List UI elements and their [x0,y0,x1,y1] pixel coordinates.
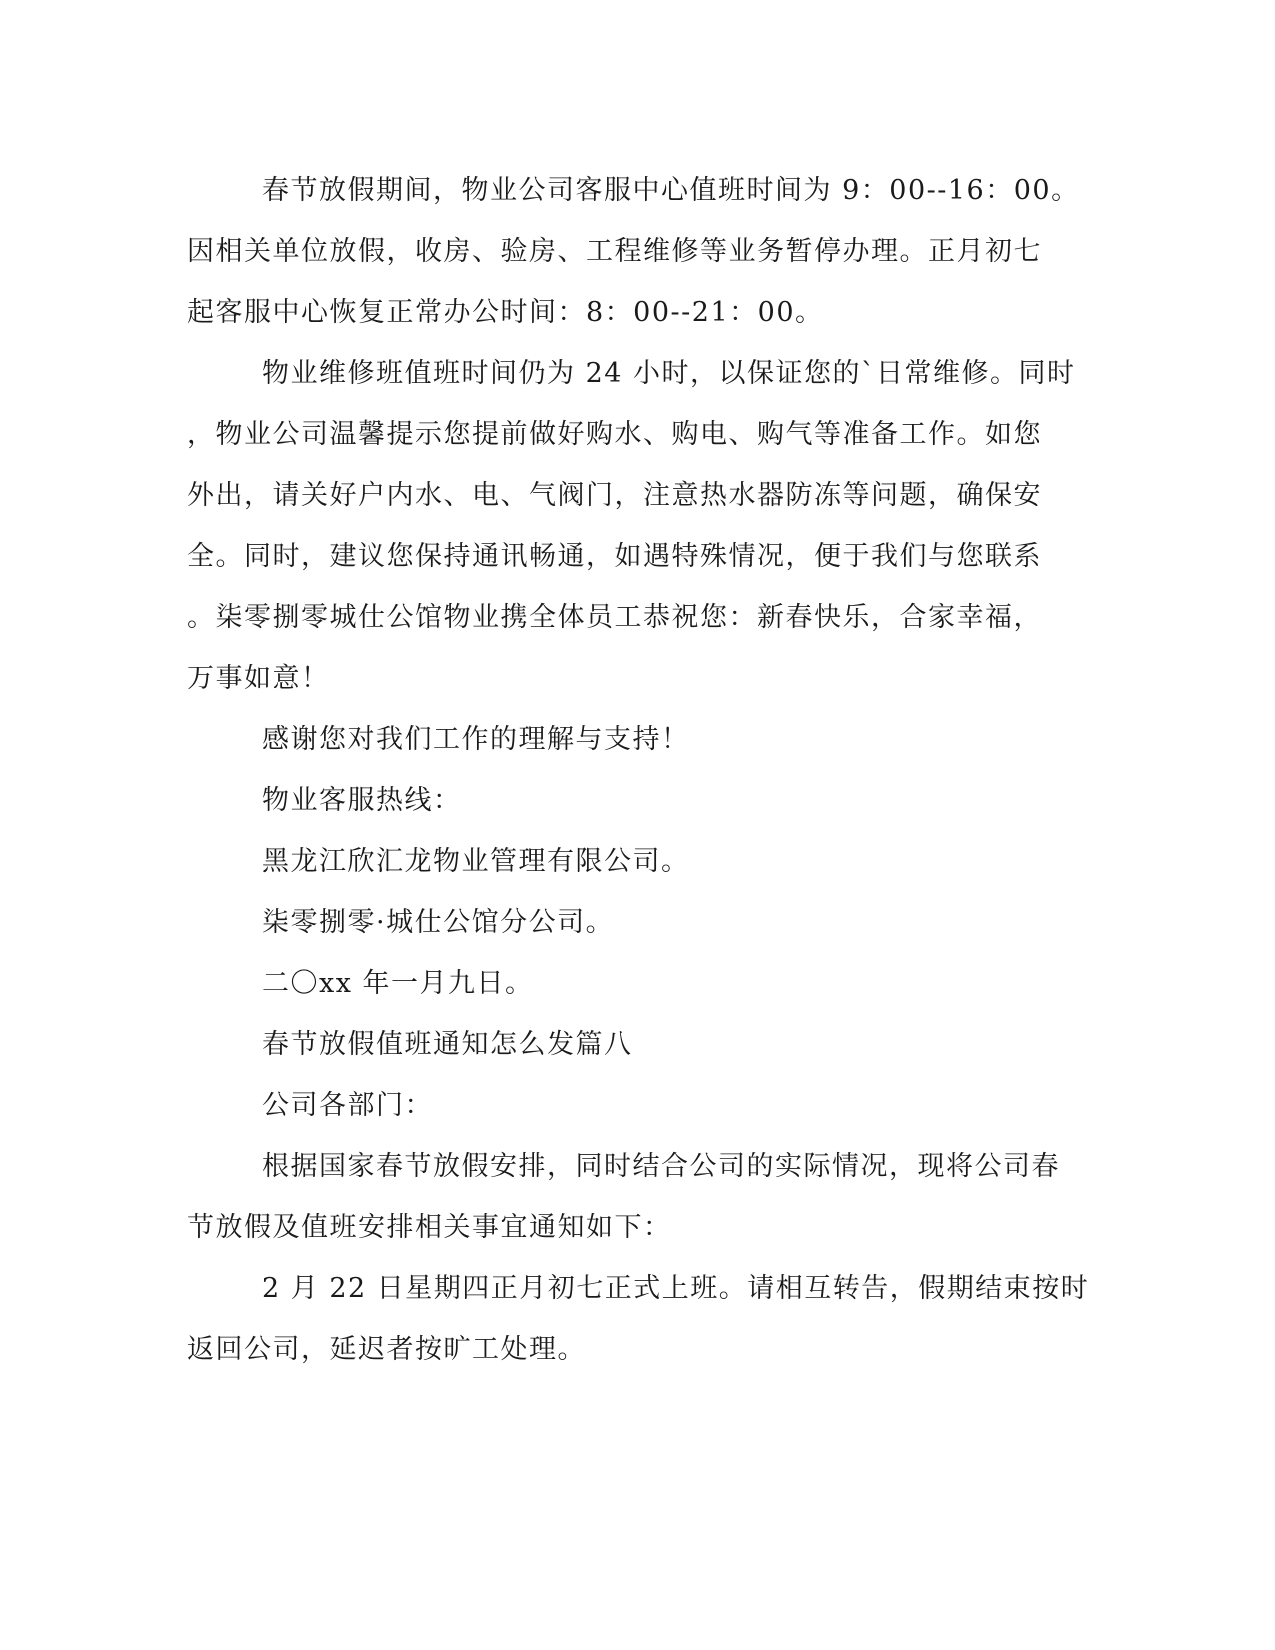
text-line: 外出，请关好户内水、电、气阀门，注意热水器防冻等问题，确保安 [187,480,1042,511]
text-line: 万事如意！ [187,663,330,694]
section-heading: 春节放假值班通知怎么发篇八 [262,1029,633,1060]
text-line: 根据国家春节放假安排，同时结合公司的实际情况，现将公司春 [262,1151,1060,1182]
text-line: 春节放假期间，物业公司客服中心值班时间为 9：00--16：00。 [262,175,1080,206]
text-line: 全。同时，建议您保持通讯畅通，如遇特殊情况，便于我们与您联系 [187,541,1042,572]
text-line: 因相关单位放假，收房、验房、工程维修等业务暂停办理。正月初七 [187,236,1042,267]
branch-name: 柒零捌零·城仕公馆分公司。 [262,907,615,938]
text-line: 感谢您对我们工作的理解与支持！ [262,724,690,755]
hotline-label: 物业客服热线： [262,785,462,816]
text-line: 2 月 22 日星期四正月初七正式上班。请相互转告，假期结束按时 [262,1273,1090,1304]
text-line: 。柒零捌零城仕公馆物业携全体员工恭祝您：新春快乐，合家幸福， [187,602,1042,633]
text-line: 物业维修班值班时间仍为 24 小时，以保证您的`日常维修。同时 [262,358,1076,389]
salutation: 公司各部门： [262,1090,433,1121]
text-line: 返回公司，延迟者按旷工处理。 [187,1334,586,1365]
text-line: 起客服中心恢复正常办公时间：8：00--21：00。 [187,297,824,328]
document-body [187,160,1090,1380]
text-line: 节放假及值班安排相关事宜通知如下： [187,1212,672,1243]
notice-date: 二〇xx 年一月九日。 [262,968,534,999]
text-line: ，物业公司温馨提示您提前做好购水、购电、购气等准备工作。如您 [187,419,1042,450]
company-name: 黑龙江欣汇龙物业管理有限公司。 [262,846,690,877]
